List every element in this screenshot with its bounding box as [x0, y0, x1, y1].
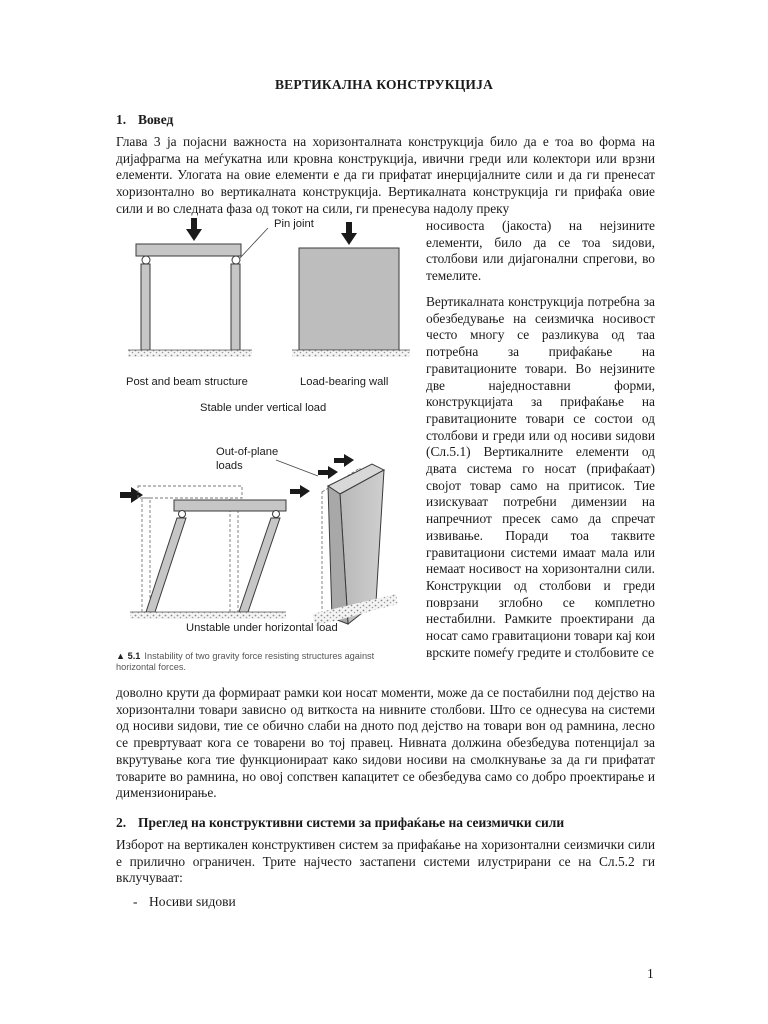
section-1-title: Вовед: [138, 112, 174, 127]
post-and-beam-label: Post and beam structure: [126, 376, 248, 388]
figure-caption-number: ▲ 5.1: [116, 651, 141, 661]
bullet-dash: -: [133, 894, 138, 909]
horizontal-load-arrow-icon: [120, 487, 143, 503]
section-1-number: 1.: [116, 112, 127, 127]
bullet-item-text: Носиви ѕидови: [149, 894, 236, 909]
section-2-number: 2.: [116, 815, 127, 830]
intro-paragraph-top: Глава 3 ја појасни важноста на хоризонталната конструкција било да е тоа во форма на дијафрагма на меѓукатна или кровна конструкција, ивични греди или колектори или врзни елементи. Улогата на овие елементи е да ги прифатат инерцијалните сили и да ги пренесат хоризонтално во вертикалната конструкција. Вертикалната конструкција ги прифаќа овие сили и во следната фаза од токот на сили, ги пренесува надолу преку: [116, 134, 655, 216]
out-of-plane-label-line2: loads: [216, 460, 243, 472]
main-paragraph-full: доволно крути да формираат рамки кои носат моменти, може да се постабилни под дејство на хоризонтални товари зависно од виткоста на нивните столбови. Што се однесува на системи од носиви ѕидови, тие се обично слаби на дното под дејство на товари вон од рамнина, лесно се превртуваат кога се товарени во тој правец. Нивната должина обезбедува потенцијал за вкрутување кога тие функционираат како ѕидови носиви на смолкнување за да ги прифатат товарите во рамнина, но овој сопствен капацитет се обезбедува само со добро проектирање и димензионирање.: [116, 685, 655, 801]
section-1-heading: [116, 112, 173, 128]
page-number: 1: [647, 966, 654, 981]
load-bearing-wall-label: Load-bearing wall: [300, 376, 389, 388]
out-of-plane-label-line1: Out-of-plane: [216, 446, 279, 458]
section-2-heading: [116, 815, 564, 831]
figure-caption: [116, 651, 416, 673]
load-arrow-icon: [186, 218, 202, 241]
pin-joint-leader: [240, 228, 268, 258]
collapsed-frame: [130, 500, 286, 619]
post-and-beam-structure: [128, 244, 252, 357]
pin-joint-label: Pin joint: [274, 218, 314, 230]
unstable-label: Unstable under horizontal load: [186, 622, 338, 634]
figure-caption-text: Instability of two gravity force resisting structures against horizontal forces.: [116, 651, 375, 672]
intro-paragraph-side: носивоста (јакоста) на нејзините елементи, било да се тоа ѕидови, столбови или дијагонални спрегови, во темелите.: [426, 218, 655, 284]
load-arrow-icon: [341, 222, 357, 245]
section-2-paragraph: Изборот на вертикален конструктивен систем за прифаќање на хоризонтални сеизмички сили е прилично ограничен. Трите најчесто застапени системи илустрирани се на Сл.5.2 ги вклучуваат:: [116, 837, 655, 886]
bullet-list-item: [133, 894, 236, 910]
document-title: ВЕРТИКАЛНА КОНСТРУКЦИЈА: [274, 77, 494, 92]
figure-5-1: [116, 214, 416, 684]
stable-label: Stable under vertical load: [200, 402, 327, 414]
load-bearing-wall: [292, 248, 410, 357]
out-of-plane-leader: [276, 460, 318, 476]
overturning-wall: [312, 464, 398, 626]
section-2-title: Преглед на конструктивни системи за прифаќање на сеизмички сили: [138, 815, 565, 830]
main-paragraph-side: Вертикалната конструкција потребна за обезбедување на сеизмичка носивост често многу се разликува од таа потребна за прифаќање на гравитационите товари. Во нејзините две наједноставни форми, конструкцијата за прифаќање на гравитационите товари се состои од столбови и греди или од носиви ѕидови (Сл.5.1) Вертикалните елементи од двата система го носат (прифаќаат) својот товар само на притисок. Тие изискуваат потребни димензии на напречниот пресек само да спречат извивање. Поради тоа таквите гравитациони системи имаат мала или немаат носивост на хоризонтални сили. Конструкции од столбови и греди поврзани зглобно се комплетно нестабилни. Рамките проектирани да носат само гравитациони товари кај кои врските помеѓу гредите и столбовите се: [426, 294, 655, 660]
